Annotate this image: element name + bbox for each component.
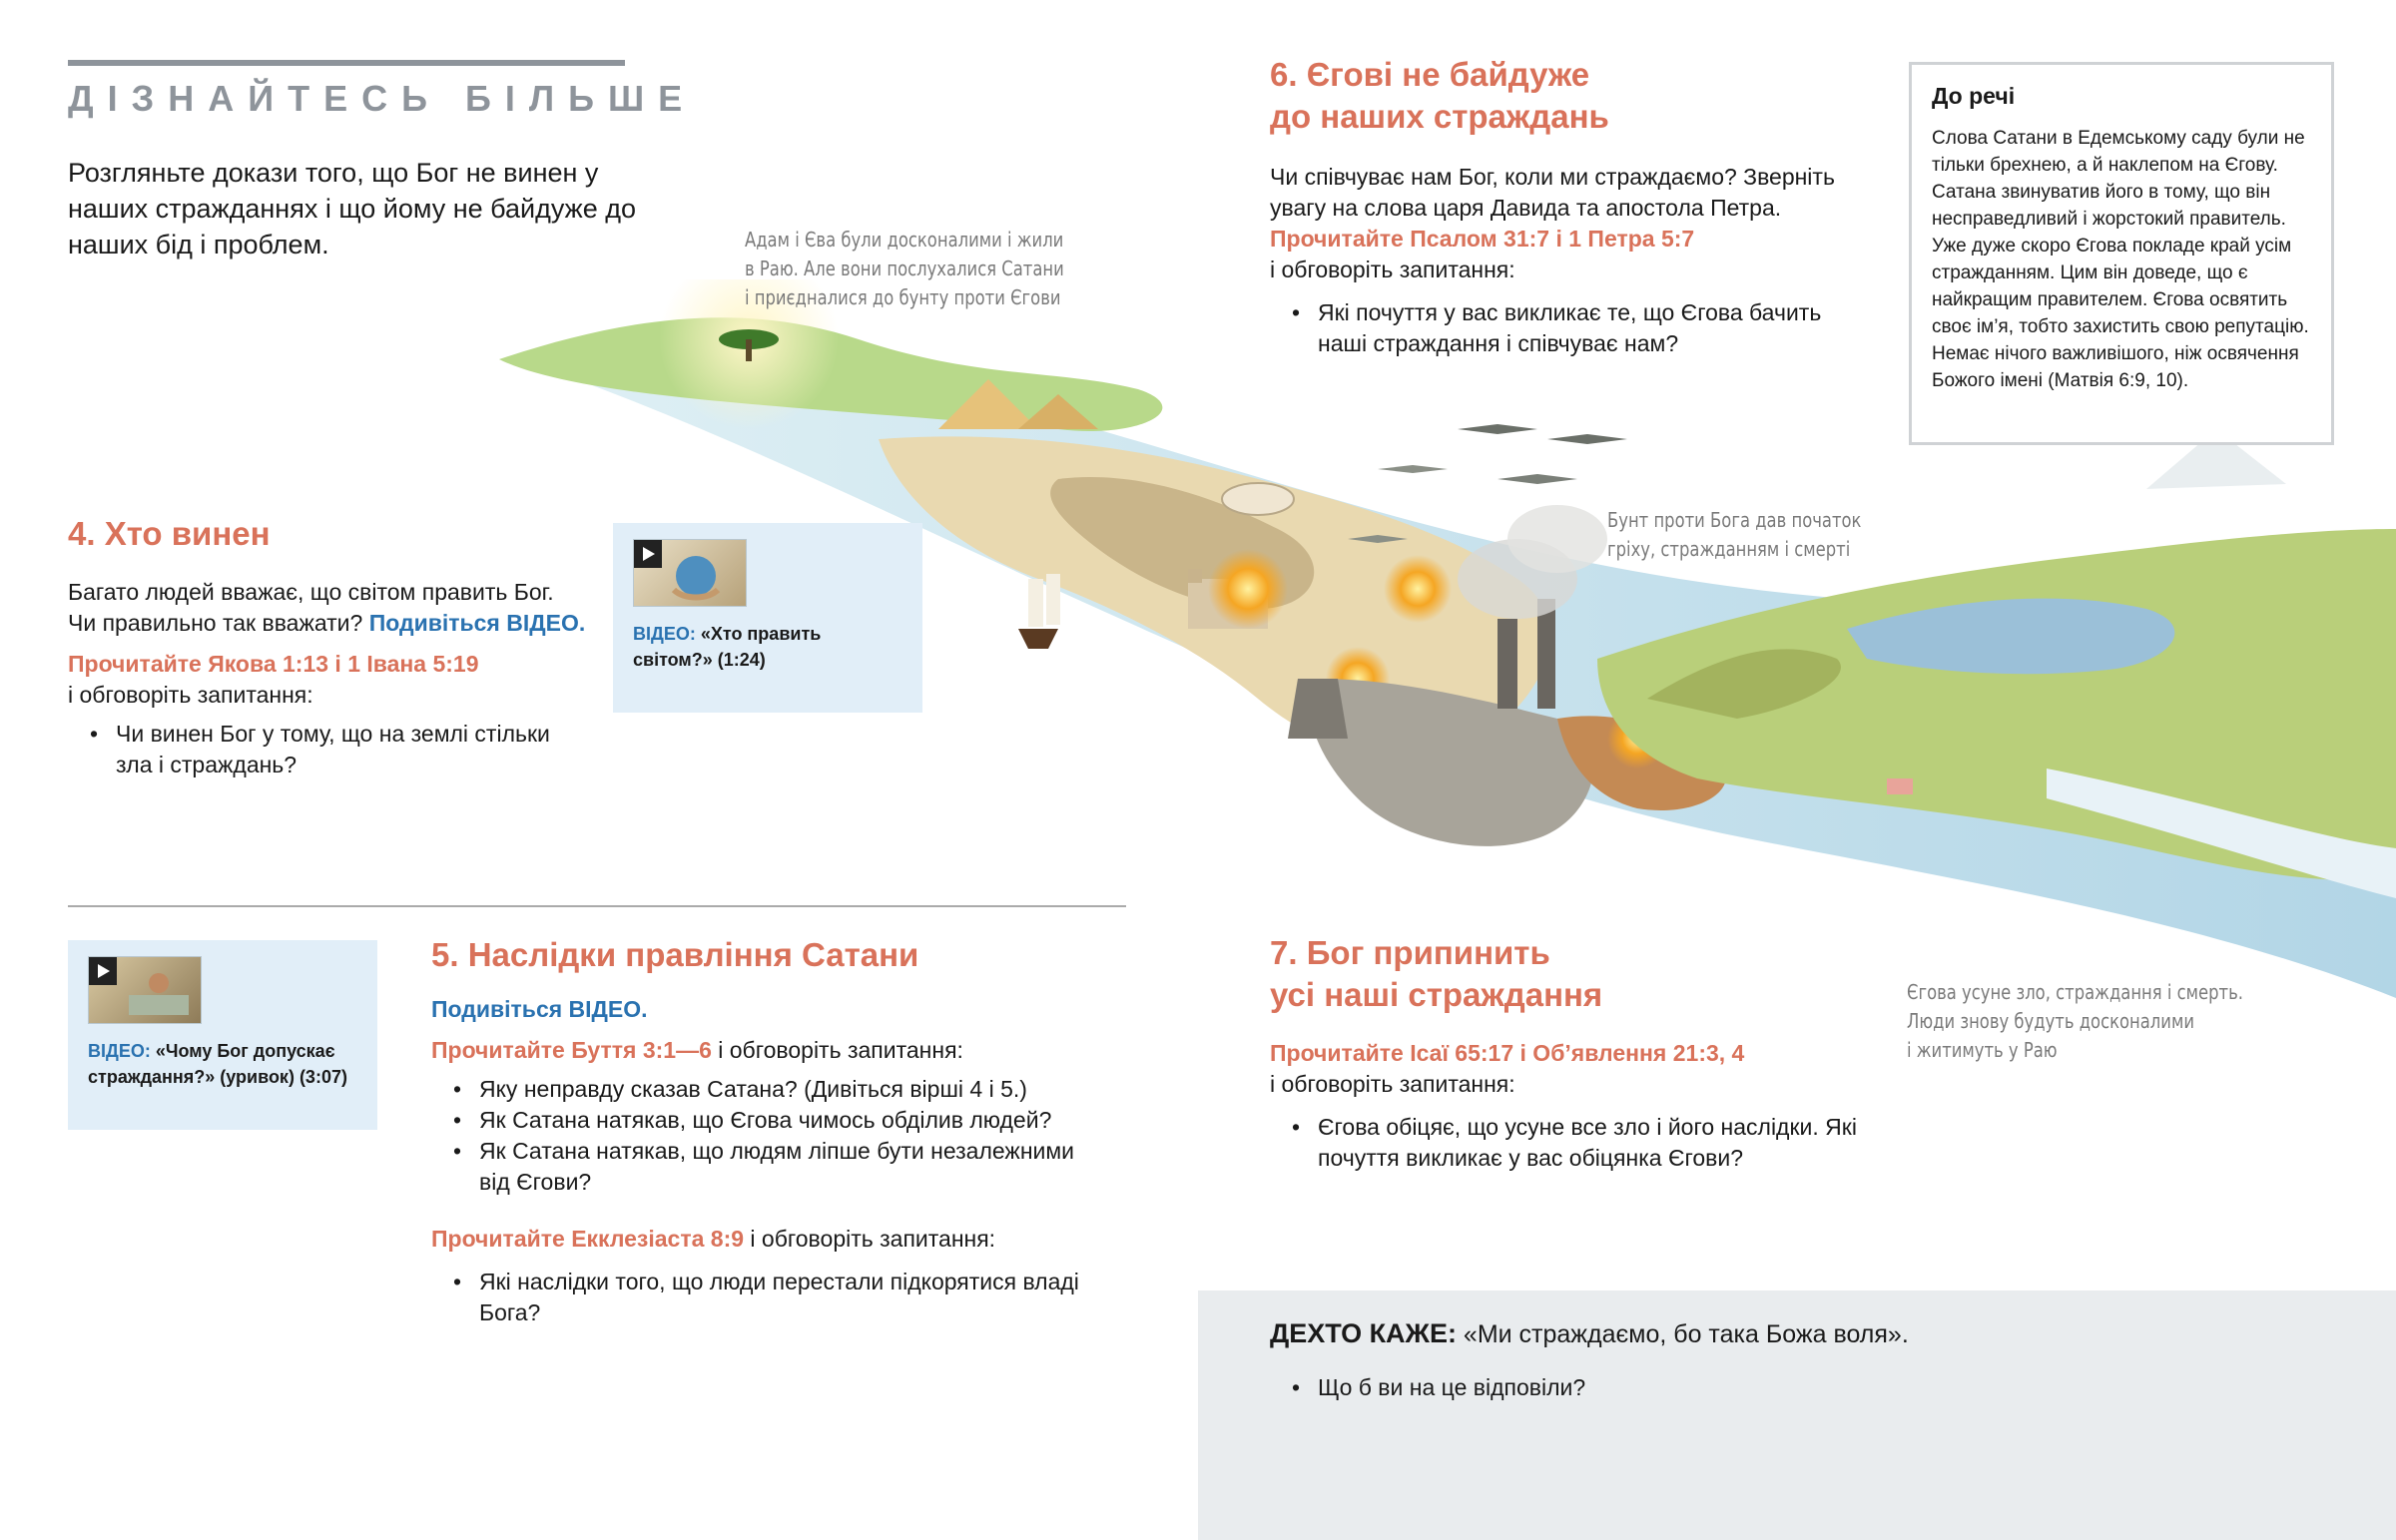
- section-4-reading[interactable]: Прочитайте Якова 1:13 і 1 Івана 5:19: [68, 651, 479, 677]
- intro-text: Розгляньте докази того, що Бог не винен у наших стражданнях і що йому не байдуже до наших бід і проблем.: [68, 158, 637, 259]
- caption-line: Єгова усуне зло, страждання і смерть.: [1907, 980, 2243, 1004]
- section-5-questions-1: [431, 1074, 1110, 1198]
- section-6: [1270, 54, 1869, 359]
- section-6-text: [1270, 162, 1869, 255]
- title-line: 7. Бог припинить: [1270, 934, 1550, 971]
- section-4-text: [68, 577, 587, 639]
- caption-line: і приєдналися до бунту проти Єгови: [745, 285, 1061, 309]
- watch-video-link[interactable]: Подивіться ВІДЕО.: [431, 996, 648, 1022]
- section-6-discuss: і обговоріть запитання:: [1270, 257, 1515, 282]
- caption-paradise: [1907, 978, 2243, 1065]
- some-say-text: [1270, 1318, 1909, 1350]
- section-5-questions-2: [431, 1267, 1110, 1328]
- section-4-discuss: і обговоріть запитання:: [68, 682, 313, 708]
- video-thumbnail[interactable]: [88, 956, 202, 1024]
- reading-reference[interactable]: Прочитайте Буття 3:1—6: [431, 1037, 712, 1063]
- reading-reference[interactable]: Прочитайте Псалом 31:7 і 1 Петра 5:7: [1270, 226, 1695, 252]
- some-say-quote: «Ми страждаємо, бо така Божа воля».: [1456, 1320, 1909, 1348]
- caption-line: і житимуть у Раю: [1907, 1038, 2058, 1062]
- section-4-questions: [68, 719, 587, 780]
- section-7-discuss: і обговоріть запитання:: [1270, 1071, 1515, 1097]
- some-say-label: ДЕХТО КАЖЕ:: [1270, 1318, 1457, 1348]
- video-label: ВІДЕО:: [88, 1041, 151, 1061]
- section-7-reading[interactable]: Прочитайте Ісаї 65:17 і Об’явлення 21:3, 4: [1270, 1040, 1745, 1066]
- video-box-who-rules[interactable]: [613, 523, 922, 713]
- reading-reference[interactable]: Прочитайте Екклезіаста 8:9: [431, 1226, 745, 1252]
- section-5-reading-2: [431, 1224, 1110, 1255]
- list-item: • Як Сатана натякав, що людям ліпше бути незалежними від Єгови?: [479, 1136, 1110, 1198]
- list-item: • Чи винен Бог у тому, що на землі стільки зла і страждань?: [116, 719, 587, 780]
- section-7-questions: [1270, 1112, 1869, 1174]
- section-7: [1270, 932, 1869, 1174]
- caption-eden: [745, 226, 1064, 312]
- caption-line: Адам і Єва були досконалими і жили: [745, 228, 1064, 252]
- by-the-way-box: [1909, 62, 2334, 445]
- title-line: 6. Єгові не байдуже: [1270, 56, 1590, 93]
- list-item: • Які почуття у вас викликає те, що Єгова бачить наші страждання і співчуває нам?: [1318, 297, 1869, 359]
- section-6-questions: [1270, 297, 1869, 359]
- by-the-way-text: Слова Сатани в Едемському саду були не тільки брехнею, а й наклепом на Єгову. Сатана звинуватив його в тому, що він несправедливий і жорстокий правитель. Уже дуже скоро Єгова покладе край усім стражданням. Цим він доведе, що є найкращим правителем. Єгова освятить своє ім’я, тобто захистить свою репутацію. Немає нічого важливішого, ніж освячення Божого імені (Матвія 6:9, 10).: [1932, 128, 2309, 391]
- video-label: ВІДЕО:: [633, 624, 696, 644]
- caption-rebellion: [1607, 506, 1861, 564]
- video-caption: [88, 1038, 359, 1090]
- watch-video-link[interactable]: Подивіться ВІДЕО.: [368, 610, 586, 636]
- section-divider: [68, 905, 1126, 907]
- video-caption: [633, 621, 902, 673]
- list-item: • Яку неправду сказав Сатана? (Дивіться вірші 4 і 5.): [479, 1074, 1110, 1105]
- title-line: усі наші страждання: [1270, 976, 1603, 1013]
- section-6-title: [1270, 54, 1869, 138]
- video-title: «Чому Бог допускає страждання?» (уривок) (3:07): [88, 1041, 347, 1087]
- section-4-title: 4. Хто винен: [68, 515, 271, 552]
- header-rule: [68, 60, 625, 66]
- caption-line: в Раю. Але вони послухалися Сатани: [745, 257, 1064, 280]
- play-icon[interactable]: [634, 540, 662, 568]
- video-thumbnail[interactable]: [633, 539, 747, 607]
- list-item: • Які наслідки того, що люди перестали підкорятися владі Бога?: [479, 1267, 1110, 1328]
- video-title: «Хто править світом?» (1:24): [633, 624, 822, 670]
- section-5-title: 5. Наслідки правління Сатани: [431, 936, 919, 973]
- list-item: • Єгова обіцяє, що усуне все зло і його наслідки. Які почуття викликає у вас обіцянка Єгови?: [1318, 1112, 1869, 1174]
- section-5: [431, 934, 1110, 1328]
- some-say-box: [1198, 1290, 2396, 1540]
- page-title: ДІЗНАЙТЕСЬ БІЛЬШЕ: [68, 78, 697, 119]
- discuss-text: і обговоріть запитання:: [744, 1226, 996, 1252]
- section-6-question: Чи співчуває нам Бог, коли ми страждаємо? Зверніть увагу на слова царя Давида та апостола Петра.: [1270, 164, 1835, 221]
- section-4-question: Багато людей вважає, що світом править Бог. Чи правильно так вважати?: [68, 579, 554, 636]
- caption-line: Люди знову будуть досконалими: [1907, 1009, 2194, 1033]
- caption-line: гріху, стражданням і смерті: [1607, 537, 1851, 561]
- caption-line: Бунт проти Бога дав початок: [1607, 508, 1862, 532]
- section-4: [68, 513, 587, 780]
- by-the-way-title: До речі: [1932, 83, 2016, 109]
- play-icon[interactable]: [89, 957, 117, 985]
- section-5-reading-1: [431, 1035, 1110, 1066]
- some-say-questions: [1270, 1372, 1585, 1403]
- list-item: • Як Сатана натякав, що Єгова чимось обділив людей?: [479, 1105, 1110, 1136]
- title-line: до наших страждань: [1270, 98, 1609, 135]
- section-7-title: [1270, 932, 1869, 1016]
- list-item: • Що б ви на це відповіли?: [1318, 1372, 1585, 1403]
- video-box-why-suffering[interactable]: [68, 940, 377, 1130]
- discuss-text: і обговоріть запитання:: [711, 1037, 963, 1063]
